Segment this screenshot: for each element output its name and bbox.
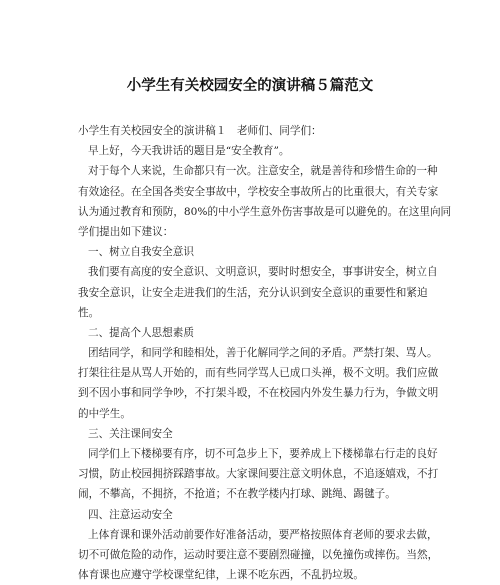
text-line: 一、树立自我安全意识 [88,246,194,259]
text-line: 的中学生。 [78,407,131,420]
text-line: 四、注意运动安全 [88,508,173,521]
text-line: 同学们上下楼梯要有序，切不可急步上下，要养成上下楼梯靠右行走的良好 [88,448,438,460]
text-line: 切不可做危险的动作，运动时要注意不要剧烈碰撞，以免撞伤或摔伤。当然， [78,548,439,561]
text-line: 对于每个人来说，生命都只有一次。注意安全，就是善待和珍惜生命的一种 [88,165,438,178]
text-line: 习惯，防止校园拥挤踩踏事故。大家课间要注意文明休息，不追逐嬉戏，不打 [78,468,439,481]
text-line: 小学生有关校园安全的演讲稿１ 老师们、同学们： [78,125,322,137]
text-line: 二、提高个人思想素质 [88,326,194,339]
text-line: 我们要有高度的安全意识、文明意识，要时时想安全，事事讲安全，树立自 [88,266,438,279]
text-line: 有效途径。在全国各类安全事故中，学校安全事故所占的比重很大，有关专家 [78,185,439,198]
text-line: 我安全意识，让安全走进我们的生活，充分认识到安全意识的重要性和紧迫 [78,286,428,299]
text-line: 早上好，今天我讲话的题目是“安全教育”。 [88,145,290,158]
text-line: 团结同学，和同学和睦相处，善于化解同学之间的矛盾。严禁打架、骂人。 [88,347,438,360]
text-line: 三、关注课间安全 [88,427,173,440]
text-line: 到不因小事和同学争吵，不打架斗殴，不在校园内外发生暴力行为，争做文明 [78,387,439,400]
text-line: 性。 [78,306,100,319]
text-line: 学们提出如下建议： [78,225,174,238]
document-body [78,121,452,585]
text-line: 打架往往是从骂人开始的，而有些同学骂人已成口头禅，极不文明。我们应做 [78,367,439,380]
text-line: 闹，不攀高，不拥挤，不抢道；不在教学楼内打球、跳绳、踢毽子。 [78,488,396,501]
text-line: 认为通过教育和预防，80%的中小学生意外伤害事故是可以避免的。在这里向同 [78,205,452,218]
text-line: 体育课也应遵守学校课堂纪律，上课不吃东西，不乱扔垃圾。 [78,569,365,582]
text-line: 上体育课和课外活动前要作好准备活动，要严格按照体育老师的要求去做， [88,528,438,541]
document-title: 小学生有关校园安全的演讲稿５篇范文 [126,78,374,94]
